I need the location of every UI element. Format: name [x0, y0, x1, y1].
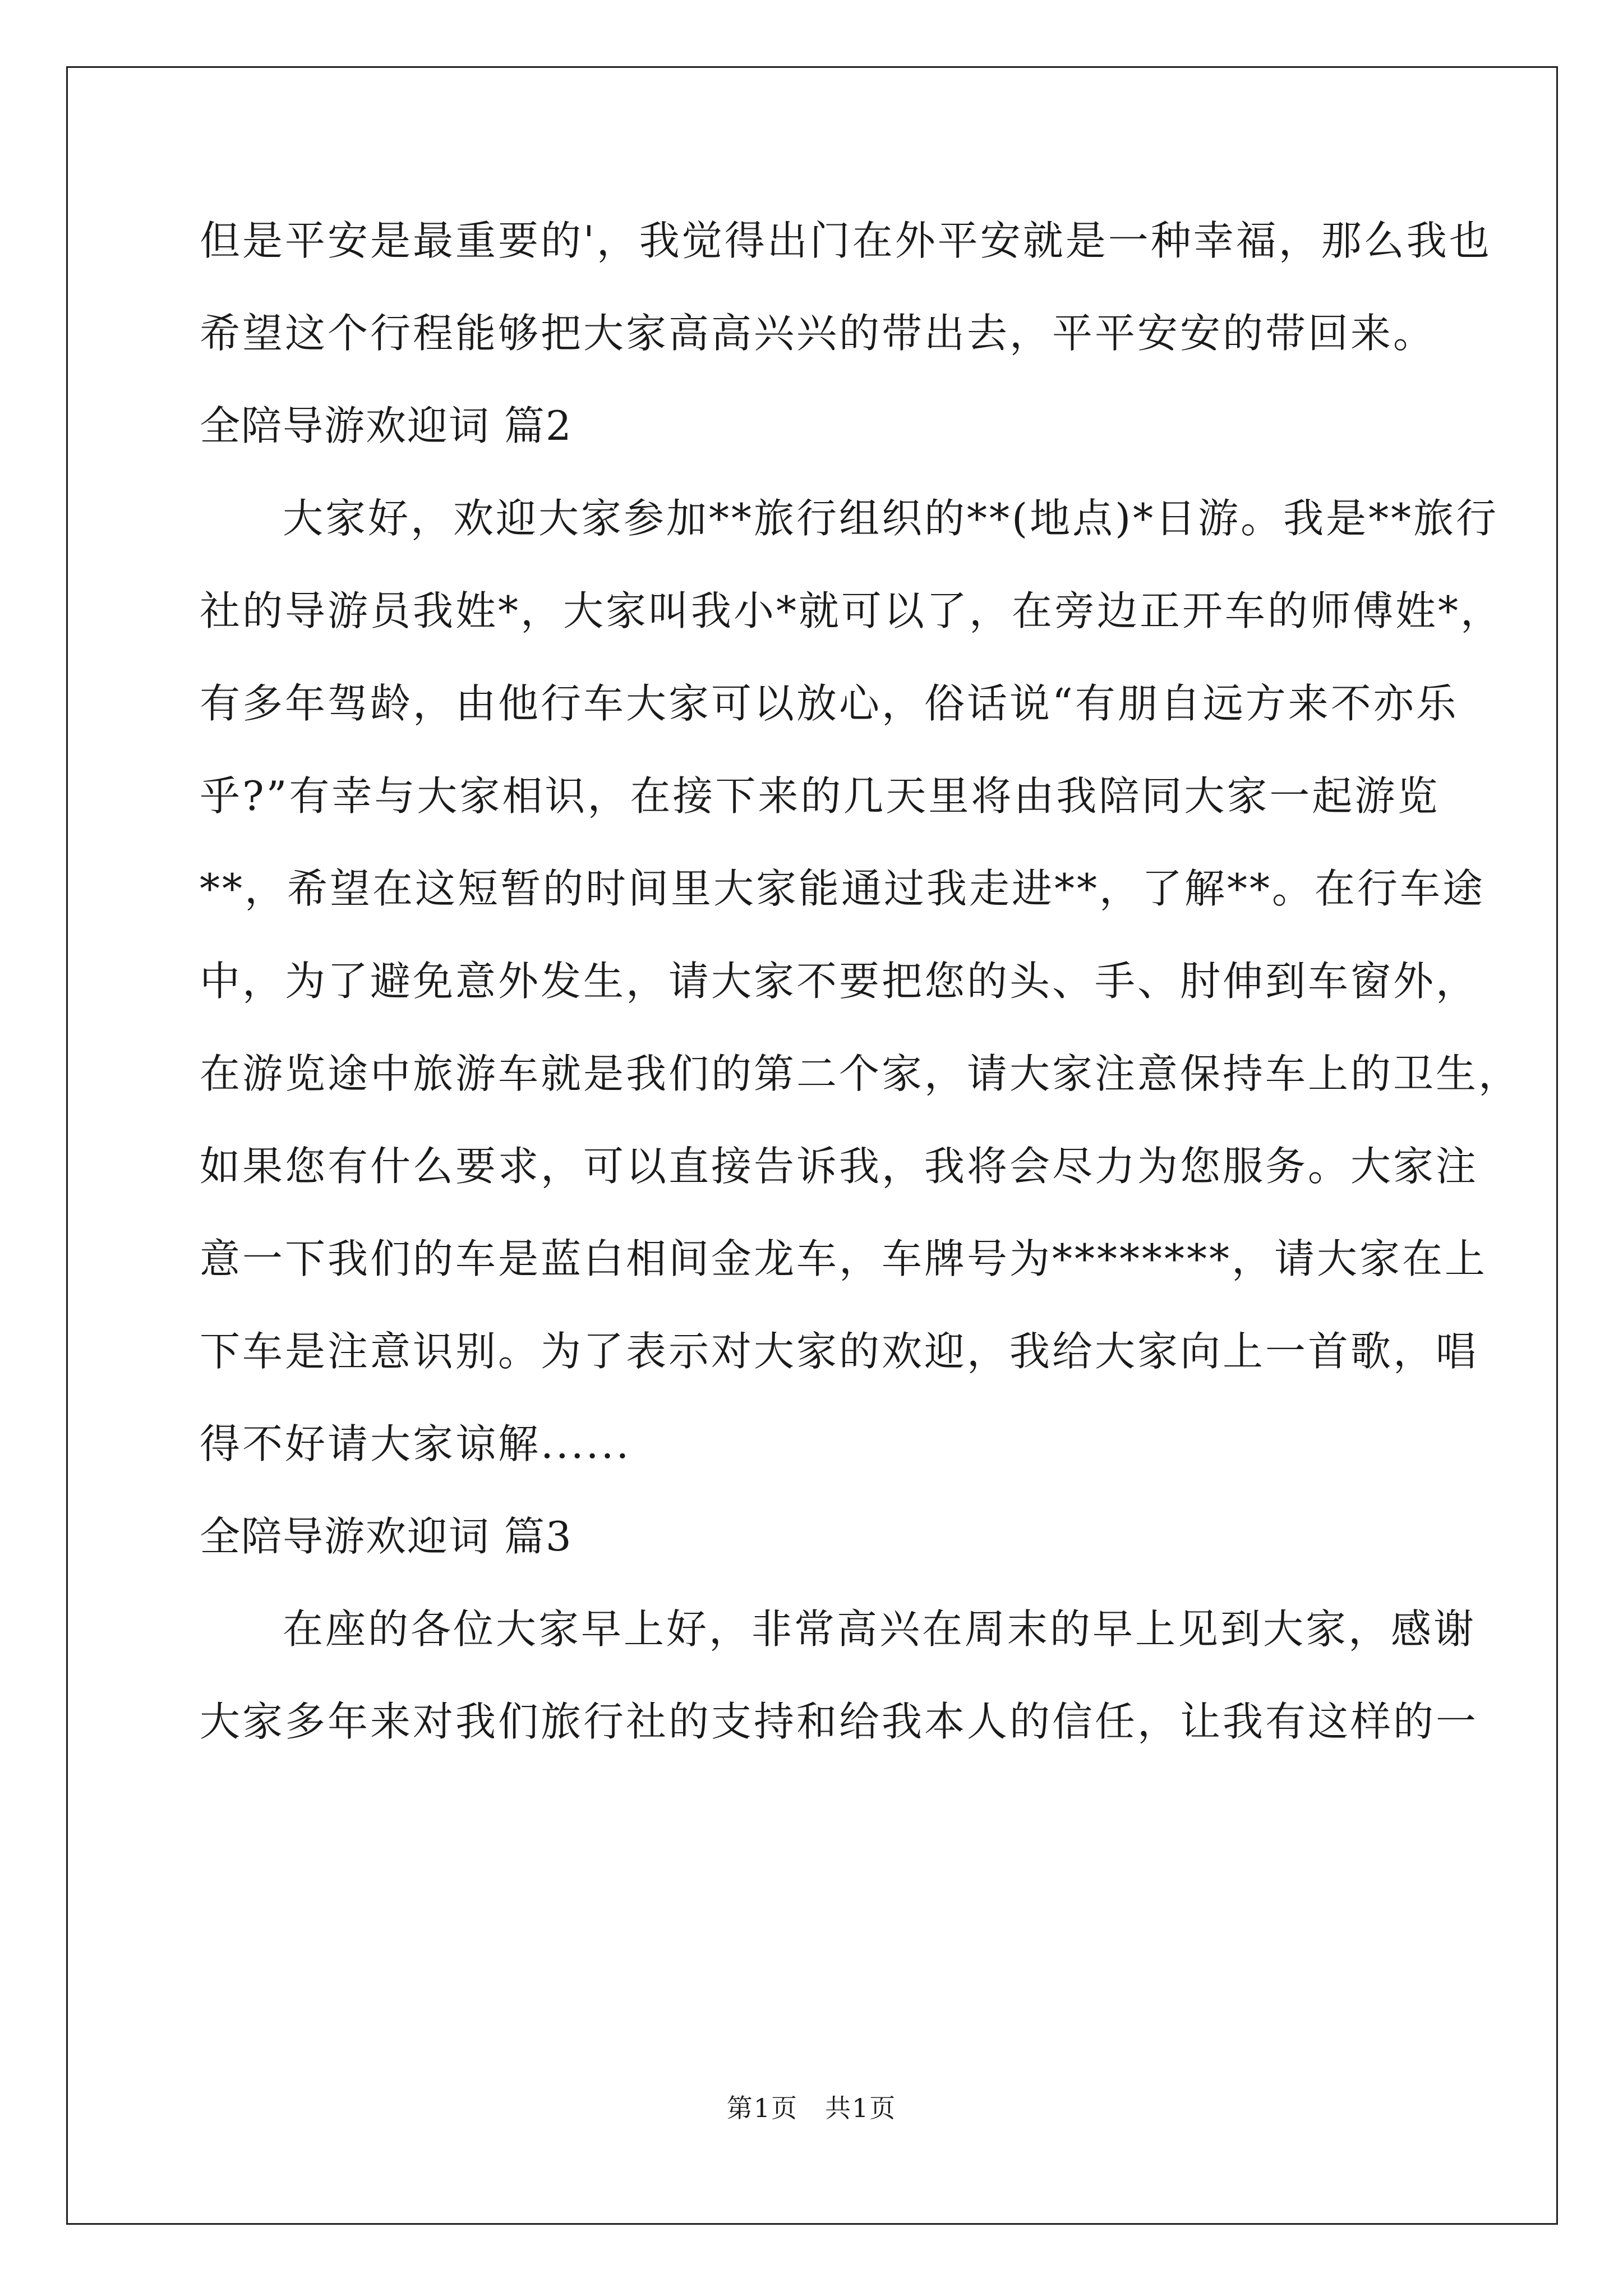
text-line: 社的导游员我姓*，大家叫我小*就可以了，在旁边正开车的师傅姓*，: [200, 587, 1504, 634]
section-heading: 全陪导游欢迎词 篇3: [200, 1513, 573, 1560]
text-line: 但是平安是最重要的'，我觉得出门在外平安就是一种幸福，那么我也: [200, 217, 1492, 264]
text-line: 意一下我们的车是蓝白相间金龙车，车牌号为********，请大家在上: [200, 1235, 1488, 1282]
text-line: 有多年驾龄，由他行车大家可以放心，俗话说“有朋自远方来不亦乐: [200, 680, 1459, 727]
paragraph-first-line: 在座的各位大家早上好，非常高兴在周末的早上见到大家，感谢: [283, 1605, 1477, 1653]
text-line: 得不好请大家谅解......: [200, 1420, 631, 1467]
page-footer: 第1页 共1页: [726, 2093, 897, 2123]
document-body: [200, 217, 1521, 1791]
text-line: 在游览途中旅游车就是我们的第二个家，请大家注意保持车上的卫生，: [200, 1050, 1521, 1097]
text-line: 乎?”有幸与大家相识，在接下来的几天里将由我陪同大家一起游览: [200, 772, 1440, 820]
paragraph-first-line: 大家好，欢迎大家参加**旅行组织的**(地点)*日游。我是**旅行: [283, 495, 1499, 542]
text-line: 下车是注意识别。为了表示对大家的欢迎，我给大家向上一首歌，唱: [200, 1328, 1479, 1375]
text-line: 希望这个行程能够把大家高高兴兴的带出去，平平安安的带回来。: [200, 310, 1436, 357]
text-line: 中，为了避免意外发生，请大家不要把您的头、手、肘伸到车窗外，: [200, 958, 1479, 1005]
text-line: **，希望在这短暂的时间里大家能通过我走进**，了解**。在行车途: [200, 865, 1486, 912]
text-line: 大家多年来对我们旅行社的支持和给我本人的信任，让我有这样的一: [200, 1698, 1479, 1745]
text-line: 如果您有什么要求，可以直接告诉我，我将会尽力为您服务。大家注: [200, 1143, 1479, 1190]
section-heading: 全陪导游欢迎词 篇2: [200, 402, 573, 449]
